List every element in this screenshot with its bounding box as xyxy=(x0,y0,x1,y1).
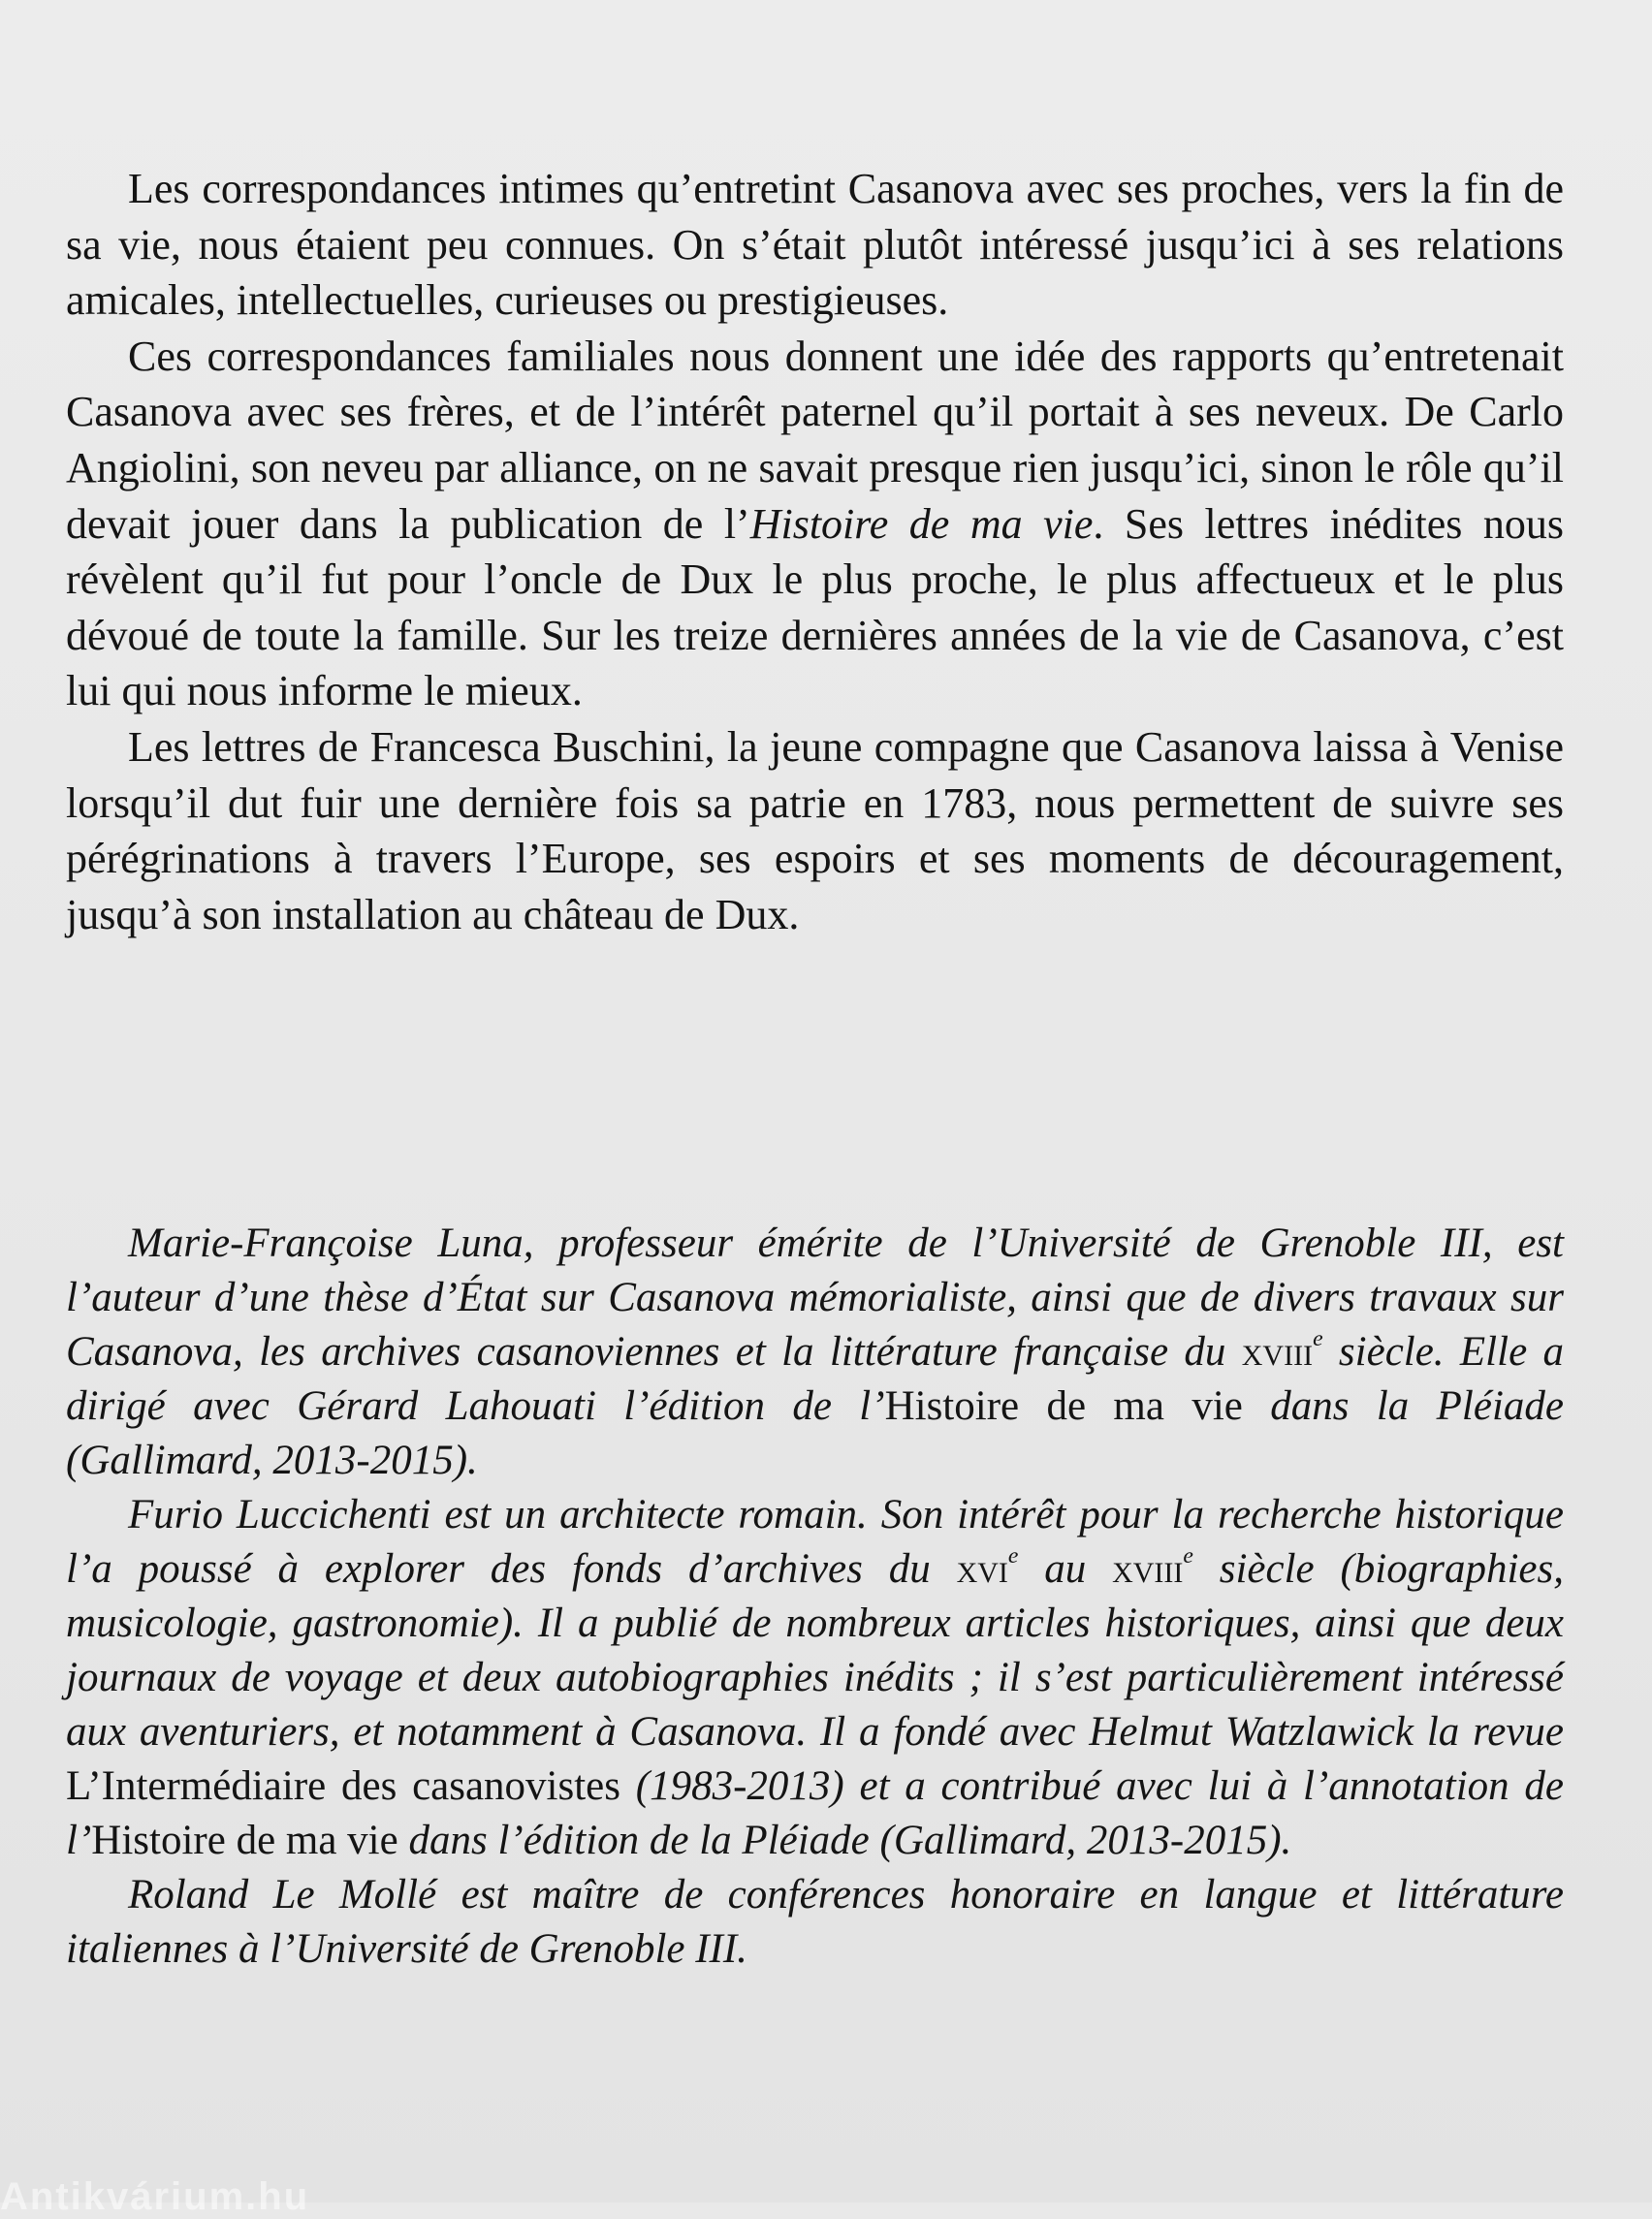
journal-title: L’Intermédiaire des casanovistes xyxy=(66,1763,621,1809)
century-superscript: e xyxy=(1313,1325,1323,1351)
century-numeral: xviii xyxy=(1241,1329,1314,1375)
summary-paragraph-1 xyxy=(66,161,1564,329)
author-bio-luccichenti xyxy=(66,1488,1564,1868)
summary-paragraph-2 xyxy=(66,329,1564,719)
author-bio-luna xyxy=(66,1217,1564,1488)
book-title-histoire: Histoire de ma vie xyxy=(91,1818,398,1863)
author-bio-luccichenti-text-b: au xyxy=(1018,1546,1113,1592)
summary-paragraph-2-text-b: . Ses lettres inédites nous révèlent qu’il fut pour l’oncle de Dux le plus proche, le plus affectueux et le plus dévoué de toute la famille. Sur les treize dernières années de la vie de Casanova, c’est lui qui nous informe le mieux. xyxy=(66,499,1565,715)
century-numeral: xviii xyxy=(1112,1546,1184,1592)
summary-paragraph-3 xyxy=(66,719,1564,942)
summary-section xyxy=(66,161,1564,942)
author-bio-le-molle-text: Roland Le Mollé est maître de conférences honoraire en langue et littérature italiennes à l’Université de Grenoble III. xyxy=(66,1872,1564,1972)
author-bio-luna-text-b: siècle. Elle a dirigé avec Gérard Lahouati l’édition de l’ xyxy=(66,1329,1564,1429)
book-title-histoire: Histoire de ma vie xyxy=(884,1383,1243,1429)
author-bio-luccichenti-text-d: (1983-2013) et a contribué avec lui à l’annotation de l’ xyxy=(66,1763,1564,1863)
author-bio-luccichenti-text-c: siècle (biographies, musicologie, gastronomie). Il a publié de nombreux articles historiques, ainsi que deux journaux de voyage et deux autobiographies inédits ; il s’est particulièrement intéressé aux aventuriers, et notamment à Casanova. Il a fondé avec Helmut Watzlawick la revue xyxy=(66,1546,1564,1755)
book-title-histoire: Histoire de ma vie xyxy=(749,499,1094,548)
century-superscript: e xyxy=(1183,1542,1193,1569)
author-bio-luna-text-c: dans la Pléiade (Gallimard, 2013-2015). xyxy=(66,1383,1564,1483)
summary-paragraph-1-text: Les correspondances intimes qu’entretint Casanova avec ses proches, vers la fin de sa vie, nous étaient peu connues. On s’était plutôt intéressé jusqu’ici à ses relations amicales, intellectuelles, curieuses ou prestigieuses. xyxy=(66,165,1564,325)
summary-paragraph-2-text-a: Ces correspondances familiales nous donnent une idée des rapports qu’entretenait Casanova avec ses frères, et de l’intérêt paternel qu’il portait à ses neveux. De Carlo Angiolini, son neveu par alliance, on ne savait presque rien jusqu’ici, sinon le rôle qu’il devait jouer dans la publication de l’ xyxy=(66,332,1564,548)
watermark-text: Antikvárium.hu xyxy=(0,2175,310,2218)
summary-paragraph-3-text: Les lettres de Francesca Buschini, la jeune compagne que Casanova laissa à Venise lorsqu’il dut fuir une dernière fois sa patrie en 1783, nous permettent de suivre ses pérégrinations à travers l’Europe, ses espoirs et ses moments de découragement, jusqu’à son installation au château de Dux. xyxy=(66,722,1564,938)
authors-section xyxy=(66,1217,1564,1977)
century-superscript: e xyxy=(1007,1542,1019,1569)
author-bio-luccichenti-text-e: dans l’édition de la Pléiade (Gallimard, 2013-2015). xyxy=(397,1818,1292,1863)
century-numeral: xvi xyxy=(956,1546,1008,1592)
author-bio-luna-text-a: Marie-Françoise Luna, professeur émérite de l’Université de Grenoble III, est l’auteur d’une thèse d’État sur Casanova mémorialiste, ainsi que de divers travaux sur Casanova, les archives casanoviennes et la littérature française du xyxy=(66,1220,1564,1375)
author-bio-le-molle xyxy=(66,1868,1564,1977)
author-bio-luccichenti-text-a: Furio Luccichenti est un architecte romain. Son intérêt pour la recherche historique l’a poussé à explorer des fonds d’archives du xyxy=(66,1492,1564,1592)
